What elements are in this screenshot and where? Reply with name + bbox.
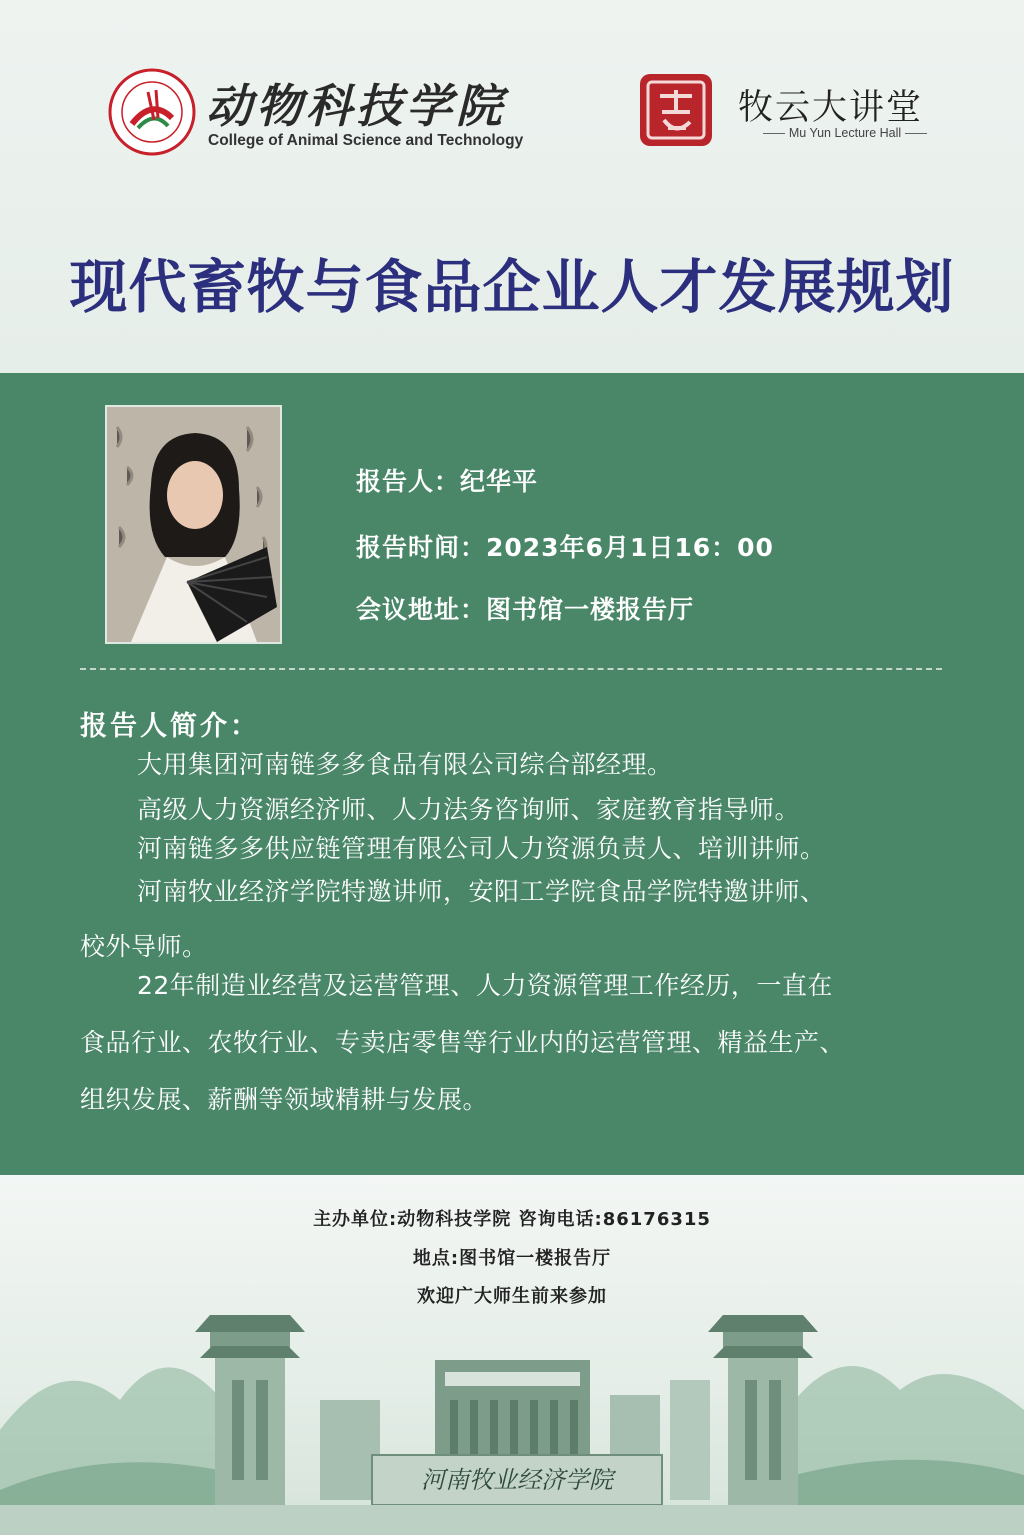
divider bbox=[763, 133, 785, 134]
bio-line: 组织发展、薪酬等领域精耕与发展。 bbox=[80, 1085, 489, 1114]
college-name-en: College of Animal Science and Technology bbox=[208, 132, 524, 149]
footer-venue: 地点:图书馆一楼报告厅 bbox=[412, 1248, 612, 1269]
speaker-name: 报告人：纪华平 bbox=[356, 467, 539, 496]
college-name-cn: 动物科技学院 bbox=[206, 79, 506, 133]
event-time: 报告时间：2023年6月1日16：00 bbox=[356, 533, 774, 562]
bio-line: 22年制造业经营及运营管理、人力资源管理工作经历，一直在 bbox=[137, 971, 833, 1000]
lecture-hall-name-en bbox=[742, 126, 948, 140]
bio-line: 河南牧业经济学院特邀讲师，安阳工学院食品学院特邀讲师、 bbox=[137, 877, 826, 906]
bio-heading: 报告人简介： bbox=[80, 711, 260, 742]
lecture-hall-seal-icon bbox=[638, 72, 714, 148]
lecture-hall-name-cn: 牧云大讲堂 bbox=[738, 88, 924, 128]
bio-line: 食品行业、农牧行业、专卖店零售等行业内的运营管理、精益生产、 bbox=[80, 1028, 846, 1057]
college-logo-icon bbox=[108, 68, 196, 156]
bio-line: 高级人力资源经济师、人力法务咨询师、家庭教育指导师。 bbox=[137, 795, 801, 824]
gate-inscription: 河南牧业经济学院 bbox=[421, 1466, 613, 1494]
speaker-photo bbox=[105, 405, 282, 644]
welcome-text: 欢迎广大师生前来参加 bbox=[417, 1286, 607, 1307]
lecture-hall-name-en-text: Mu Yun Lecture Hall bbox=[788, 126, 902, 140]
bio-line: 校外导师。 bbox=[80, 932, 208, 961]
organizer-contact: 主办单位:动物科技学院 咨询电话:86176315 bbox=[313, 1209, 711, 1230]
event-location: 会议地址：图书馆一楼报告厅 bbox=[356, 595, 695, 624]
campus-gate-illustration bbox=[0, 1290, 1024, 1535]
speaker-portrait-icon bbox=[107, 407, 280, 642]
divider bbox=[80, 668, 942, 670]
bio-line: 河南链多多供应链管理有限公司人力资源负责人、培训讲师。 bbox=[137, 834, 826, 863]
page-title: 现代畜牧与食品企业人才发展规划 bbox=[69, 253, 955, 321]
header bbox=[0, 0, 1024, 373]
bio-line: 大用集团河南链多多食品有限公司综合部经理。 bbox=[137, 750, 673, 779]
divider bbox=[905, 133, 927, 134]
